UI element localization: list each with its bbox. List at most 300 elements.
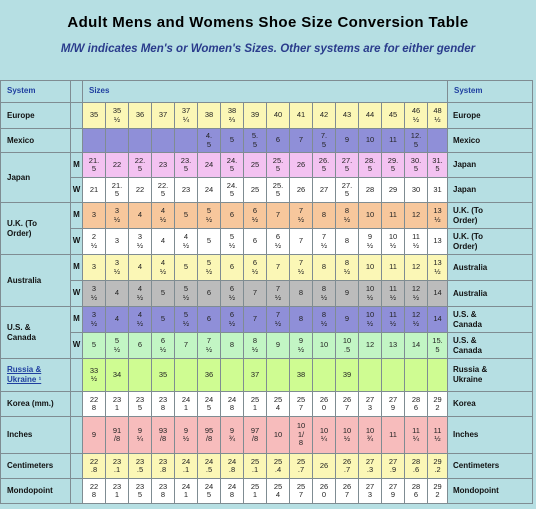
size-cell: 27 .3 (359, 454, 382, 479)
size-cell: 6 ½ (244, 203, 267, 229)
size-cell: 97 /8 (244, 417, 267, 454)
table-row (1, 392, 533, 417)
table-row (1, 281, 533, 307)
size-cell: 5 (221, 129, 244, 153)
size-cell: 6 (129, 333, 152, 359)
size-cell: 7 ½ (290, 203, 313, 229)
system-name-right: Korea (448, 392, 533, 417)
size-cell: 10 ½ (382, 229, 405, 255)
size-cell: 26 0 (313, 479, 336, 504)
size-cell: 4. 5 (198, 129, 221, 153)
size-cell: 22 .8 (83, 454, 106, 479)
page-title: Adult Mens and Womens Shoe Size Conversion Table (67, 14, 469, 31)
size-cell: 29 2 (428, 479, 448, 504)
size-cell: 3 (83, 203, 106, 229)
gender-label (71, 479, 83, 504)
table-row (1, 359, 533, 392)
size-cell: 26 7 (336, 392, 359, 417)
size-cell: 23 8 (152, 479, 175, 504)
size-cell: 35 ½ (106, 103, 129, 129)
size-cell: 9 ½ (175, 417, 198, 454)
system-column-header-right: System (448, 81, 533, 103)
size-cell: 31. 5 (428, 153, 448, 178)
size-cell: 5 (198, 229, 221, 255)
size-cell: 11 ½ (405, 229, 428, 255)
system-name-right: U.S. & Canada (448, 307, 533, 333)
size-cell (382, 359, 405, 392)
size-cell: 25 4 (267, 392, 290, 417)
size-cell: 39 (336, 359, 359, 392)
size-cell: 27 9 (382, 479, 405, 504)
size-cell: 26 0 (313, 392, 336, 417)
size-cell: 6 ½ (221, 307, 244, 333)
table-row (1, 333, 533, 359)
size-cell: 28 6 (405, 392, 428, 417)
size-cell: 7. 5 (313, 129, 336, 153)
size-cell: 4 (152, 229, 175, 255)
size-cell: 25 1 (244, 392, 267, 417)
size-cell: 25 (244, 153, 267, 178)
size-cell: 7 ½ (198, 333, 221, 359)
size-cell: 5 (175, 203, 198, 229)
size-cell: 4 (129, 255, 152, 281)
system-name-right: Australia (448, 255, 533, 281)
size-cell: 11 ½ (382, 281, 405, 307)
system-name-right: Russia & Ukraine (448, 359, 533, 392)
size-cell: 24 8 (221, 392, 244, 417)
size-cell: 95 /8 (198, 417, 221, 454)
conversion-table (0, 80, 533, 504)
size-cell: 5 (83, 333, 106, 359)
system-name: U.S. & Canada (1, 307, 71, 359)
gender-label: W (71, 333, 83, 359)
size-cell: 26 (313, 454, 336, 479)
size-cell (175, 359, 198, 392)
size-cell: 37 (152, 103, 175, 129)
system-name: Centimeters (1, 454, 71, 479)
size-cell: 9 (83, 417, 106, 454)
size-cell: 22. 5 (129, 153, 152, 178)
size-cell: 7 ½ (267, 307, 290, 333)
size-cell: 8 ½ (336, 203, 359, 229)
table-row (1, 479, 533, 504)
size-cell: 31 (428, 178, 448, 203)
size-cell: 5 (175, 255, 198, 281)
system-name-right: Mondopoint (448, 479, 533, 504)
size-cell: 10 ½ (359, 307, 382, 333)
size-cell (359, 359, 382, 392)
size-cell: 5. 5 (244, 129, 267, 153)
system-name-right: Centimeters (448, 454, 533, 479)
size-cell: 3 ½ (106, 255, 129, 281)
size-cell: 3 ½ (106, 203, 129, 229)
size-cell: 13 (382, 333, 405, 359)
size-cell: 15. 5 (428, 333, 448, 359)
size-cell: 10 1/ 8 (290, 417, 313, 454)
size-cell: 11 (382, 203, 405, 229)
size-cell: 24 .1 (175, 454, 198, 479)
size-cell: 45 (382, 103, 405, 129)
size-cell (129, 359, 152, 392)
size-cell: 24 1 (175, 392, 198, 417)
size-cell: 4 (106, 307, 129, 333)
size-cell: 11 (382, 129, 405, 153)
size-cell: 28 6 (405, 479, 428, 504)
size-cell: 25 4 (267, 479, 290, 504)
size-cell: 10 ½ (359, 281, 382, 307)
size-cell: 26 (290, 153, 313, 178)
size-cell: 12 (359, 333, 382, 359)
system-name: Europe (1, 103, 71, 129)
size-cell: 38 (290, 359, 313, 392)
size-cell: 29 (382, 178, 405, 203)
size-cell: 24 5 (198, 479, 221, 504)
table-row (1, 203, 533, 229)
system-name-right: U.K. (To Order) (448, 229, 533, 255)
size-cell: 6 (221, 203, 244, 229)
size-cell: 25. 5 (267, 153, 290, 178)
size-cell: 25 .4 (267, 454, 290, 479)
size-cell: 8 ½ (244, 333, 267, 359)
gender-label: W (71, 229, 83, 255)
size-cell: 3 (106, 229, 129, 255)
size-cell: 34 (106, 359, 129, 392)
gender-label: M (71, 153, 83, 178)
size-cell: 3 ½ (83, 307, 106, 333)
size-cell: 12. 5 (405, 129, 428, 153)
size-cell: 25 .1 (244, 454, 267, 479)
size-cell: 24 5 (198, 392, 221, 417)
size-cell: 12 (405, 255, 428, 281)
size-cell: 21. 5 (83, 153, 106, 178)
system-name: Mondopoint (1, 479, 71, 504)
size-cell: 9 (267, 333, 290, 359)
size-cell: 12 ½ (405, 281, 428, 307)
size-cell: 25 7 (290, 392, 313, 417)
size-cell: 6 ½ (152, 333, 175, 359)
size-cell: 10 (313, 333, 336, 359)
size-cell: 24 8 (221, 479, 244, 504)
size-cell: 8 (336, 229, 359, 255)
size-cell: 8 (221, 333, 244, 359)
size-cell: 41 (290, 103, 313, 129)
size-cell: 6 ½ (244, 255, 267, 281)
gender-label: M (71, 307, 83, 333)
size-cell: 4 ½ (129, 281, 152, 307)
system-name: Mexico (1, 129, 71, 153)
size-cell: 22. 5 (152, 178, 175, 203)
size-cell: 4 ½ (175, 229, 198, 255)
size-cell: 28. 5 (359, 153, 382, 178)
system-link[interactable]: Russia & Ukraine ¹ (1, 359, 71, 392)
size-cell (267, 359, 290, 392)
gender-label: W (71, 178, 83, 203)
size-cell: 5 ½ (221, 229, 244, 255)
size-cell: 10 (267, 417, 290, 454)
size-cell: 11 (382, 417, 405, 454)
size-cell: 7 (175, 333, 198, 359)
system-name-right: Mexico (448, 129, 533, 153)
size-cell: 9 (336, 307, 359, 333)
size-cell: 10 (359, 203, 382, 229)
size-cell: 36 (129, 103, 152, 129)
size-cell: 13 ½ (428, 203, 448, 229)
size-cell: 23 (175, 178, 198, 203)
size-cell: 30 (405, 178, 428, 203)
size-cell: 10 ½ (336, 417, 359, 454)
size-cell: 23 1 (106, 392, 129, 417)
size-cell: 38 ⅔ (221, 103, 244, 129)
size-cell (221, 359, 244, 392)
size-cell (313, 359, 336, 392)
system-name: Japan (1, 153, 71, 203)
page-subtitle: M/W indicates Men's or Women's Sizes. Other systems are for either gender (60, 43, 476, 55)
system-name-right: Australia (448, 281, 533, 307)
size-cell: 14 (405, 333, 428, 359)
size-cell (405, 359, 428, 392)
size-cell: 6 (244, 229, 267, 255)
size-cell: 6 ½ (221, 281, 244, 307)
table-row (1, 103, 533, 129)
size-cell: 13 (428, 229, 448, 255)
size-cell: 8 ½ (313, 307, 336, 333)
size-cell: 9 (336, 281, 359, 307)
size-cell: 24 1 (175, 479, 198, 504)
size-cell: 6 (198, 281, 221, 307)
size-cell: 24. 5 (221, 178, 244, 203)
gender-label (71, 103, 83, 129)
size-cell (106, 129, 129, 153)
table-row (1, 129, 533, 153)
size-cell (175, 129, 198, 153)
size-cell: 37 ¼ (175, 103, 198, 129)
size-cell: 21. 5 (106, 178, 129, 203)
size-cell: 25 7 (290, 479, 313, 504)
size-cell: 23 .5 (129, 454, 152, 479)
size-cell: 7 (244, 307, 267, 333)
system-name: Inches (1, 417, 71, 454)
size-cell: 39 (244, 103, 267, 129)
table-row (1, 454, 533, 479)
size-cell: 37 (244, 359, 267, 392)
size-cell: 22 8 (83, 392, 106, 417)
gender-label (71, 392, 83, 417)
size-cell: 24 .5 (198, 454, 221, 479)
size-cell: 25 .7 (290, 454, 313, 479)
size-cell: 10 (359, 129, 382, 153)
size-cell: 7 (267, 255, 290, 281)
size-cell: 2 ½ (83, 229, 106, 255)
size-cell: 7 (290, 129, 313, 153)
size-cell: 9 ½ (359, 229, 382, 255)
size-cell: 6 (198, 307, 221, 333)
size-cell: 23 (152, 153, 175, 178)
size-cell: 24 .8 (221, 454, 244, 479)
size-cell: 12 ½ (405, 307, 428, 333)
size-cell: 40 (267, 103, 290, 129)
size-cell: 27 (313, 178, 336, 203)
size-cell: 22 8 (83, 479, 106, 504)
size-cell: 10 (359, 255, 382, 281)
size-cell: 9 ¼ (129, 417, 152, 454)
table-row (1, 229, 533, 255)
size-cell: 4 (106, 281, 129, 307)
size-cell: 93 /8 (152, 417, 175, 454)
size-cell: 23 5 (129, 479, 152, 504)
gender-label (71, 454, 83, 479)
size-cell: 48 ½ (428, 103, 448, 129)
size-cell: 5 (152, 281, 175, 307)
table-row (1, 255, 533, 281)
size-cell: 11 ½ (382, 307, 405, 333)
size-cell: 36 (198, 359, 221, 392)
size-cell: 8 (313, 255, 336, 281)
size-cell: 25 (244, 178, 267, 203)
table-row (1, 417, 533, 454)
header-row (1, 81, 533, 103)
system-name-right: U.K. (To Order) (448, 203, 533, 229)
size-cell: 33 ½ (83, 359, 106, 392)
size-cell: 30. 5 (405, 153, 428, 178)
size-cell: 22 (129, 178, 152, 203)
size-cell: 7 ½ (267, 281, 290, 307)
size-cell: 4 (129, 203, 152, 229)
size-cell: 23. 5 (175, 153, 198, 178)
size-cell: 3 ½ (129, 229, 152, 255)
size-cell: 14 (428, 281, 448, 307)
size-cell: 27 9 (382, 392, 405, 417)
gender-label: M (71, 203, 83, 229)
system-name: Australia (1, 255, 71, 307)
size-cell: 8 (313, 203, 336, 229)
gender-label: W (71, 281, 83, 307)
size-cell: 27 .9 (382, 454, 405, 479)
size-cell: 44 (359, 103, 382, 129)
size-cell: 5 ½ (198, 203, 221, 229)
size-cell: 42 (313, 103, 336, 129)
size-cell: 7 ½ (290, 255, 313, 281)
sizes-column-header: Sizes (83, 81, 448, 103)
size-cell: 35 (83, 103, 106, 129)
size-cell: 5 ½ (175, 307, 198, 333)
system-name-right: Inches (448, 417, 533, 454)
size-cell (152, 129, 175, 153)
size-cell: 5 ½ (198, 255, 221, 281)
size-cell: 9 ½ (290, 333, 313, 359)
size-cell: 29 .2 (428, 454, 448, 479)
size-cell: 27. 5 (336, 153, 359, 178)
size-cell: 4 ½ (129, 307, 152, 333)
size-cell: 8 (290, 307, 313, 333)
size-cell (83, 129, 106, 153)
gender-label: M (71, 255, 83, 281)
system-name-right: Europe (448, 103, 533, 129)
size-cell: 35 (152, 359, 175, 392)
size-cell: 5 (152, 307, 175, 333)
size-cell: 7 ½ (313, 229, 336, 255)
size-cell: 21 (83, 178, 106, 203)
size-cell: 43 (336, 103, 359, 129)
size-cell: 26 7 (336, 479, 359, 504)
size-cell (428, 359, 448, 392)
system-name-right: U.S. & Canada (448, 333, 533, 359)
size-cell: 14 (428, 307, 448, 333)
table-row (1, 307, 533, 333)
size-cell: 23 8 (152, 392, 175, 417)
size-cell: 26 .7 (336, 454, 359, 479)
size-cell: 7 (244, 281, 267, 307)
size-cell (428, 129, 448, 153)
size-cell: 11 (382, 255, 405, 281)
size-cell: 23 .1 (106, 454, 129, 479)
size-cell: 11 ½ (428, 417, 448, 454)
size-cell: 25 1 (244, 479, 267, 504)
size-cell: 27. 5 (336, 178, 359, 203)
size-cell: 9 (336, 129, 359, 153)
system-name-right: Japan (448, 153, 533, 178)
system-name: Korea (mm.) (1, 392, 71, 417)
size-cell: 11 ¼ (405, 417, 428, 454)
size-cell: 38 (198, 103, 221, 129)
mw-column-header (71, 81, 83, 103)
table-row (1, 153, 533, 178)
gender-label (71, 359, 83, 392)
size-cell: 4 ½ (152, 203, 175, 229)
size-cell: 27 3 (359, 392, 382, 417)
size-cell: 8 (290, 281, 313, 307)
table-row (1, 178, 533, 203)
size-cell: 25. 5 (267, 178, 290, 203)
size-cell: 10 .5 (336, 333, 359, 359)
size-cell: 26 (290, 178, 313, 203)
size-cell: 24. 5 (221, 153, 244, 178)
size-cell: 6 (221, 255, 244, 281)
gender-label (71, 417, 83, 454)
size-cell: 6 ½ (267, 229, 290, 255)
system-column-header: System (1, 81, 71, 103)
size-cell: 24 (198, 153, 221, 178)
size-cell: 4 ½ (152, 255, 175, 281)
size-cell: 9 ¾ (221, 417, 244, 454)
system-name-right: Japan (448, 178, 533, 203)
size-cell: 5 ½ (106, 333, 129, 359)
size-cell: 23 5 (129, 392, 152, 417)
size-cell: 46 ½ (405, 103, 428, 129)
size-cell: 5 ½ (175, 281, 198, 307)
size-cell: 26. 5 (313, 153, 336, 178)
size-cell: 29. 5 (382, 153, 405, 178)
size-cell: 91 /8 (106, 417, 129, 454)
size-cell: 27 3 (359, 479, 382, 504)
size-cell: 22 (106, 153, 129, 178)
size-cell: 12 (405, 203, 428, 229)
size-cell: 7 (290, 229, 313, 255)
size-cell: 10 ¾ (359, 417, 382, 454)
size-cell: 29 2 (428, 392, 448, 417)
size-cell: 23 .8 (152, 454, 175, 479)
size-cell: 8 ½ (313, 281, 336, 307)
size-cell: 24 (198, 178, 221, 203)
size-cell: 23 1 (106, 479, 129, 504)
size-cell: 28 (359, 178, 382, 203)
size-cell: 3 ½ (83, 281, 106, 307)
size-cell: 28 .6 (405, 454, 428, 479)
size-cell (129, 129, 152, 153)
size-cell: 8 ½ (336, 255, 359, 281)
size-cell: 3 (83, 255, 106, 281)
size-cell: 13 ½ (428, 255, 448, 281)
gender-label (71, 129, 83, 153)
